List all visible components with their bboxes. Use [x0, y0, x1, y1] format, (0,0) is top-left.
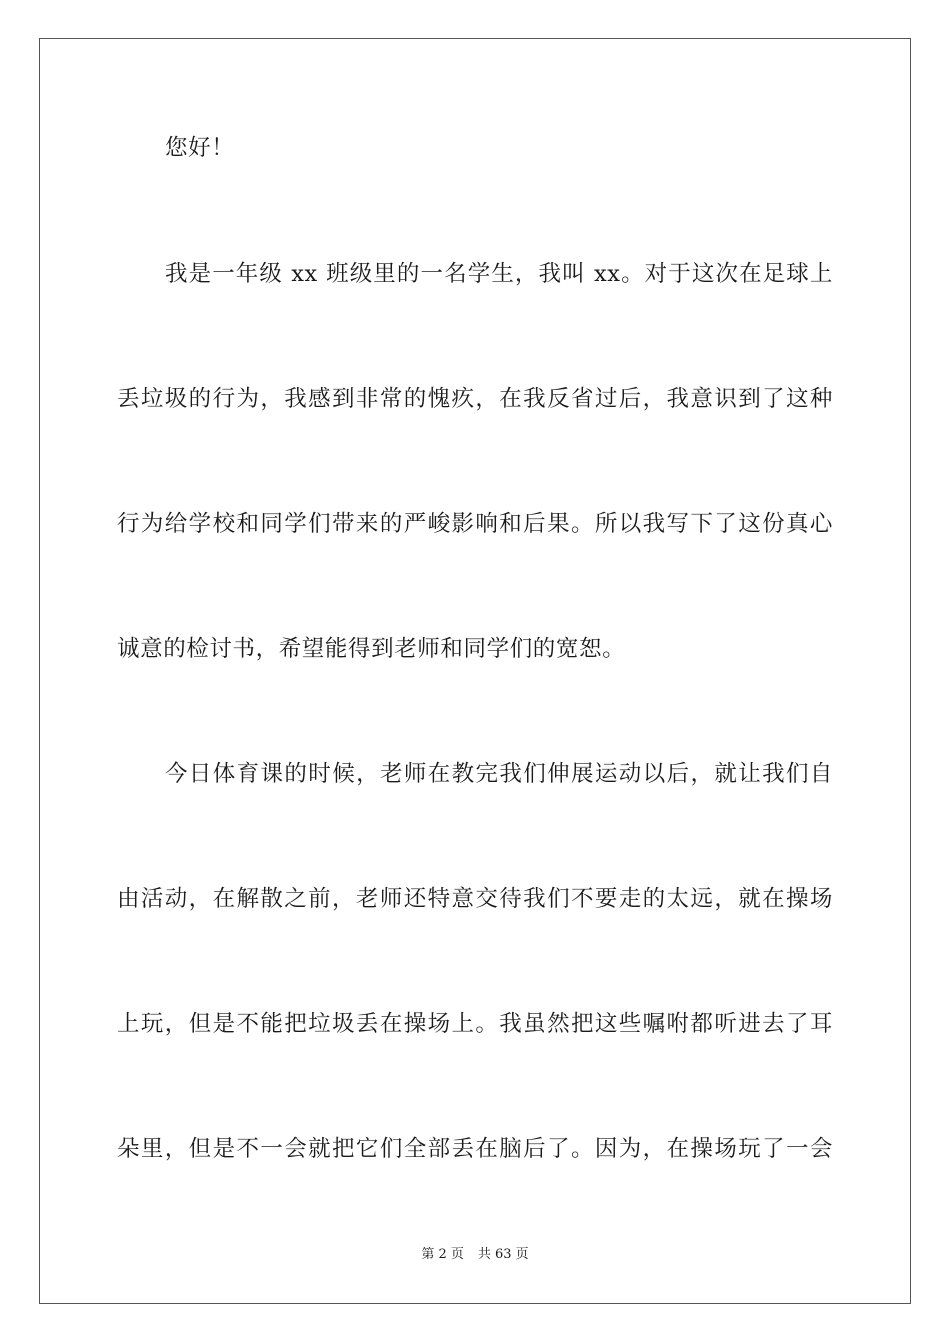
paragraph-2-line-2: 由活动，在解散之前，老师还特意交待我们不要走的太远，就在操场: [117, 886, 833, 912]
paragraph-2-line-4: 朵里，但是不一会就把它们全部丢在脑后了。因为，在操场玩了一会: [117, 1136, 833, 1162]
page-number: 第 2 页: [421, 1247, 464, 1262]
paragraph-1-line-2: 丢垃圾的行为，我感到非常的愧疚，在我反省过后，我意识到了这种: [117, 386, 833, 412]
page-border: [39, 38, 911, 1304]
page-footer: [0, 1246, 950, 1264]
paragraph-1-line-3: 行为给学校和同学们带来的严峻影响和后果。所以我写下了这份真心: [117, 511, 833, 537]
paragraph-1-line-1: 我是一年级 xx 班级里的一名学生，我叫 xx。对于这次在足球上: [165, 261, 833, 287]
paragraph-1-line-4: 诚意的检讨书，希望能得到老师和同学们的宽恕。: [117, 636, 626, 662]
total-pages: 共 63 页: [477, 1247, 529, 1262]
paragraph-2-line-1: 今日体育课的时候，老师在教完我们伸展运动以后，就让我们自: [165, 761, 833, 787]
paragraph-2-line-3: 上玩，但是不能把垃圾丢在操场上。我虽然把这些嘱咐都听进去了耳: [117, 1011, 833, 1037]
greeting-line: 您好！: [165, 135, 235, 161]
